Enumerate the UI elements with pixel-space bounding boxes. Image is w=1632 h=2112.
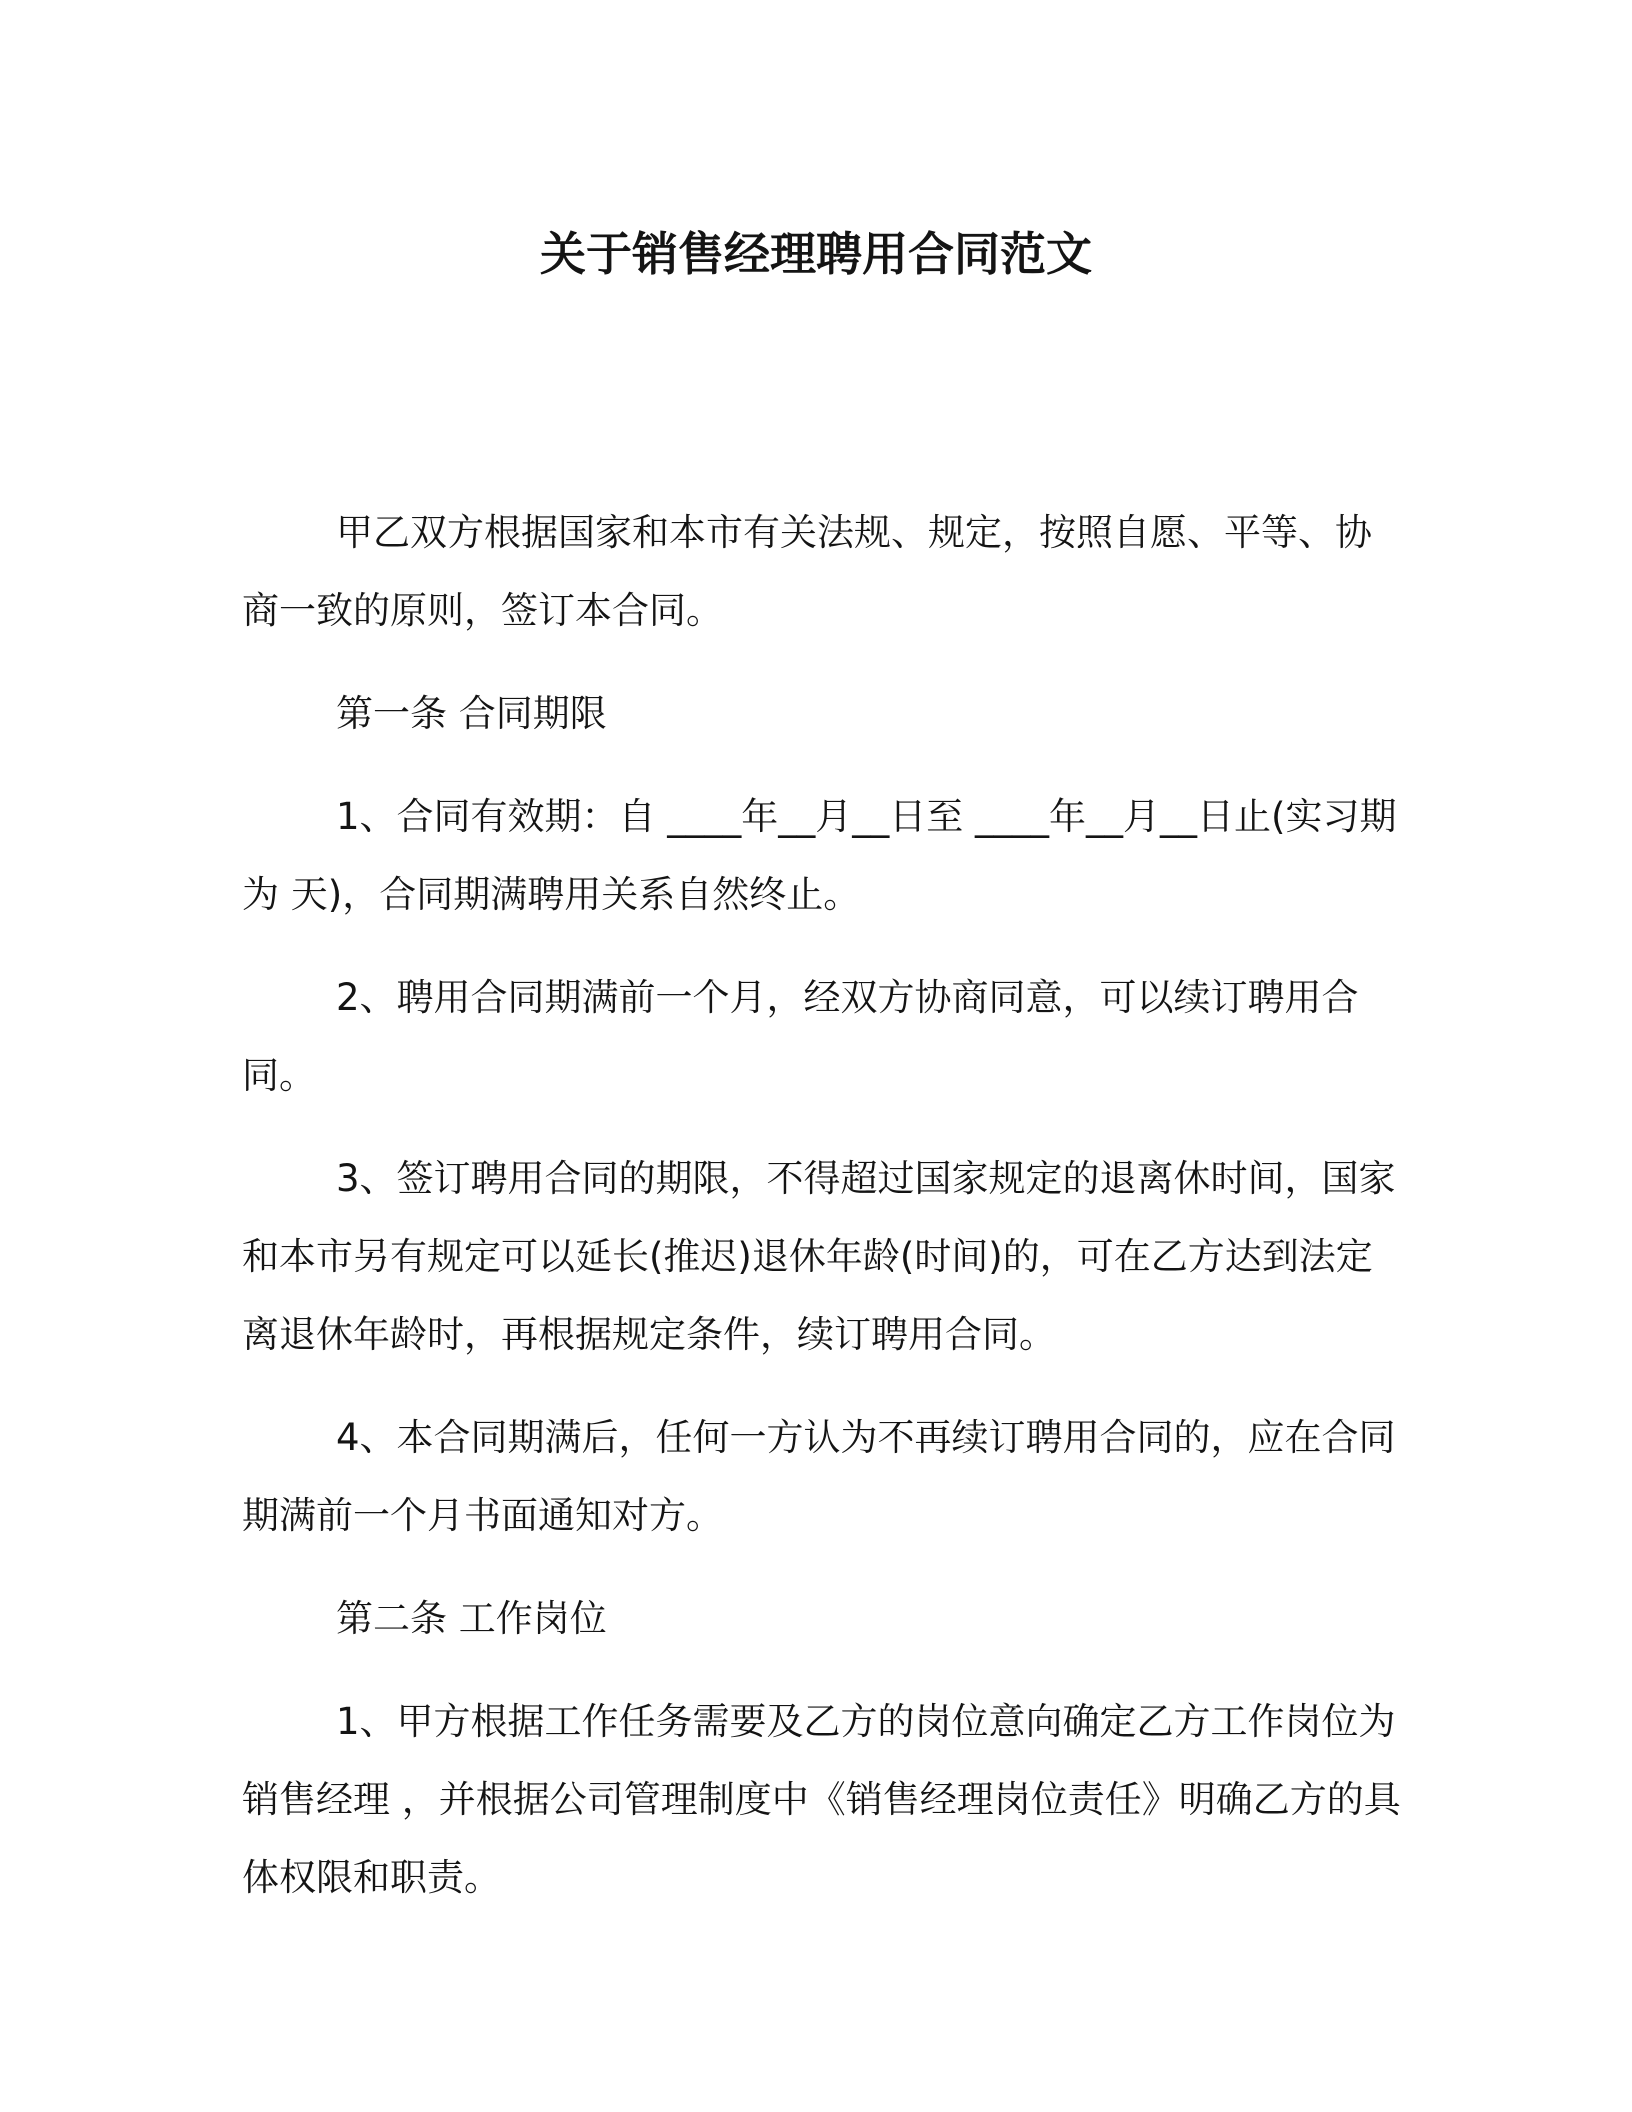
document-body	[242, 494, 1402, 1942]
clause-paragraph: 3、签订聘用合同的期限，不得超过国家规定的退离休时间，国家和本市另有规定可以延长(推迟)退休年龄(时间)的，可在乙方达到法定离退休年龄时，再根据规定条件，续订聘用合同。	[242, 1157, 1396, 1356]
clause-paragraph: 4、本合同期满后，任何一方认为不再续订聘用合同的，应在合同期满前一个月书面通知对方。	[242, 1416, 1396, 1537]
section-heading-position: 第二条 工作岗位	[336, 1597, 607, 1640]
clause-paragraph: 1、合同有效期：自 ____年__月__日至 ____年__月__日止(实习期为 天)，合同期满聘用关系自然终止。	[242, 795, 1397, 916]
section-heading-term: 第一条 合同期限	[336, 692, 607, 735]
document-title: 关于销售经理聘用合同范文	[540, 227, 1092, 281]
clause-paragraph: 2、聘用合同期满前一个月，经双方协商同意，可以续订聘用合同。	[242, 976, 1359, 1097]
clause-paragraph: 1、甲方根据工作任务需要及乙方的岗位意向确定乙方工作岗位为 销售经理 ，并根据公司管理制度中《销售经理岗位责任》明确乙方的具体权限和职责。	[242, 1700, 1401, 1899]
intro-paragraph: 甲乙双方根据国家和本市有关法规、规定，按照自愿、平等、协商一致的原则，签订本合同。	[242, 511, 1372, 632]
